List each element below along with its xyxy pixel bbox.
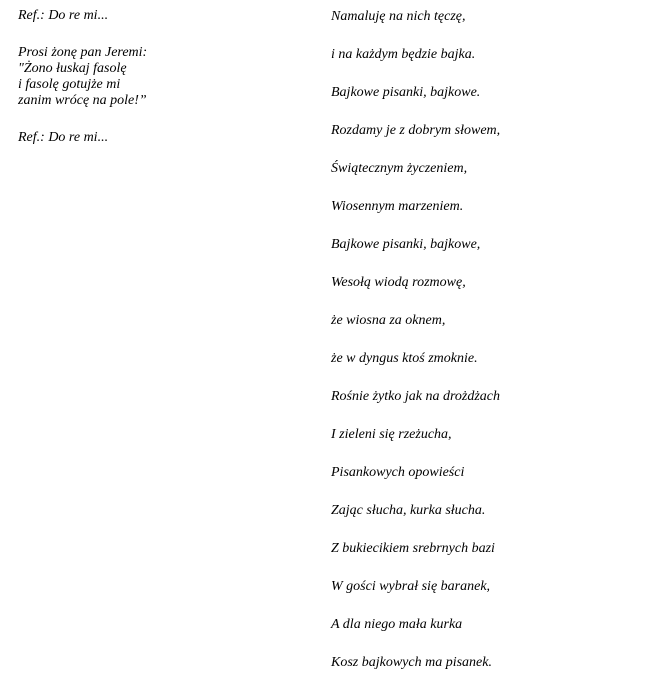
poem-line: Bajkowe pisanki, bajkowe. [331, 85, 481, 100]
refrain-block [18, 130, 308, 146]
poem-line: Wesołą wiodą rozmowę, [331, 275, 466, 290]
poem-line: Pisankowych opowieści [331, 465, 465, 480]
stanza-block [18, 45, 308, 109]
poem-line: Namaluję na nich tęczę, [331, 9, 466, 24]
poem-line: Świątecznym życzeniem, [331, 161, 468, 176]
stanza-line: i fasolę gotujże mi [18, 77, 121, 92]
refrain-line: Ref.: Do re mi... [18, 8, 109, 23]
poem-line: Kosz bajkowych ma pisanek. [331, 655, 492, 670]
poem-line: że wiosna za oknem, [331, 313, 446, 328]
refrain-line: Ref.: Do re mi... [18, 130, 109, 145]
poem-line: Bajkowe pisanki, bajkowe, [331, 237, 481, 252]
stanza-line: Prosi żonę pan Jeremi: [18, 45, 148, 60]
stanza-line: "Żono łuskaj fasolę [18, 61, 127, 76]
stanza-line: zanim wrócę na pole!” [18, 93, 147, 108]
left-column [18, 8, 308, 167]
refrain-block [18, 8, 308, 24]
poem-line: Rośnie żytko jak na drożdżach [331, 389, 501, 404]
poem-line: Wiosennym marzeniem. [331, 199, 464, 214]
poem-line: że w dyngus ktoś zmoknie. [331, 351, 478, 366]
poem-line: A dla niego mała kurka [331, 617, 463, 632]
poem-line: Z bukiecikiem srebrnych bazi [331, 541, 495, 556]
poem-line: I zieleni się rzeżucha, [331, 427, 452, 442]
poem-line: Rozdamy je z dobrym słowem, [331, 123, 501, 138]
poem-line: Zając słucha, kurka słucha. [331, 503, 486, 518]
right-column [331, 8, 641, 692]
poem-line: W gości wybrał się baranek, [331, 579, 491, 594]
poem-line: i na każdym będzie bajka. [331, 47, 476, 62]
